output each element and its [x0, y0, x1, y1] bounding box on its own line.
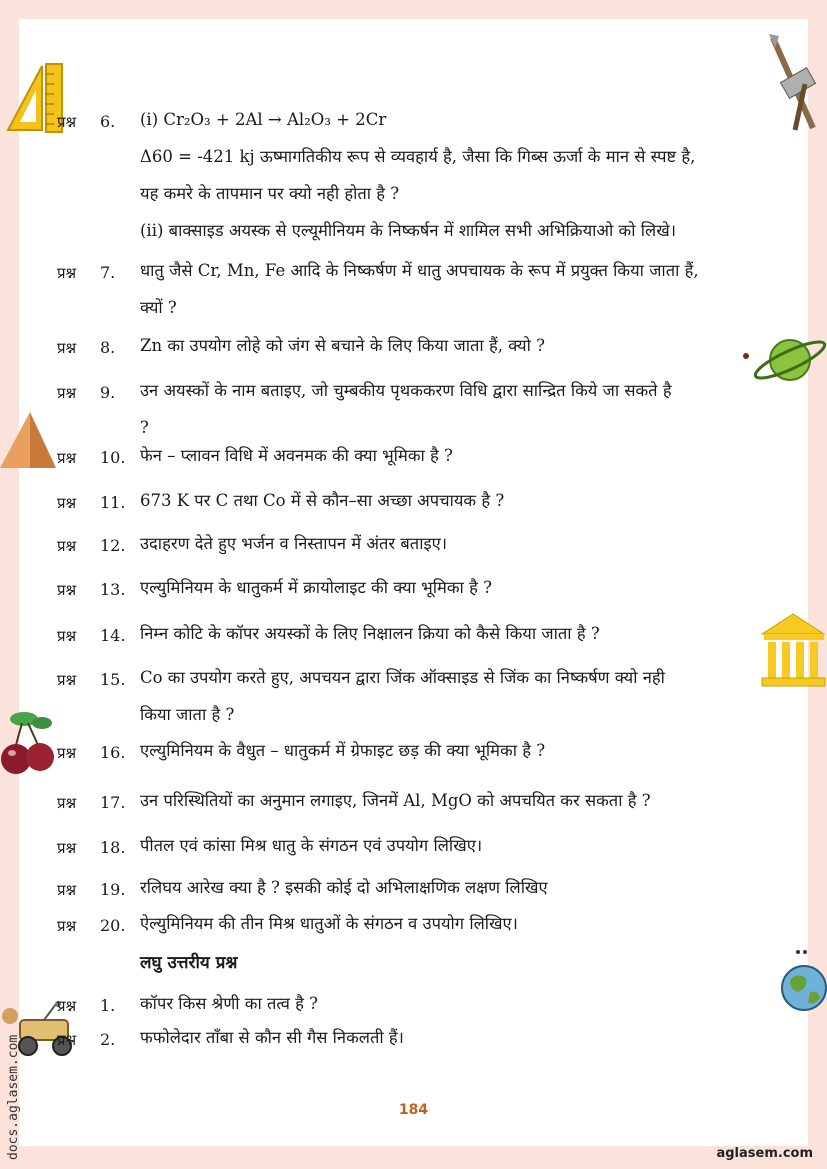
question-number: 12. [100, 536, 126, 555]
question-number: 15. [100, 670, 126, 689]
question-text-line: रलिघय आरेख क्या है ? इसकी कोई दो अभिलाक्षणिक लक्षण लिखिए [140, 878, 548, 897]
question-text-line: Δ60 = -421 kj ऊष्मागतिकीय रूप से व्यवहार्य है, जैसा कि गिब्स ऊर्जा के मान से स्पष्ट है, [140, 147, 696, 166]
question-number: 9. [100, 383, 116, 402]
question-number: 10. [100, 448, 126, 467]
pyramid-icon [0, 410, 58, 470]
question-label: प्रश्न [57, 113, 77, 131]
question-number: 19. [100, 880, 126, 899]
question-text-line: कॉपर किस श्रेणी का तत्व है ? [140, 994, 319, 1013]
question-text-line: फेन – प्लावन विधि में अवनमक की क्या भूमिका है ? [140, 446, 453, 465]
question-label: प्रश्न [57, 997, 77, 1015]
question-label: प्रश्न [57, 384, 77, 402]
question-text-line: Zn का उपयोग लोहे को जंग से बचाने के लिए किया जाता हैं, क्यो ? [140, 336, 545, 355]
question-label: प्रश्न [57, 917, 77, 935]
question-number: 11. [100, 493, 126, 512]
page-number: 184 [398, 1102, 429, 1118]
question-label: प्रश्न [57, 671, 77, 689]
question-number: 8. [100, 338, 116, 357]
question-text-line: उन अयस्कों के नाम बताइए, जो चुम्बकीय पृथककरण विधि द्वारा सान्द्रित किये जा सकते है [140, 381, 672, 400]
question-label: प्रश्न [57, 449, 77, 467]
question-label: प्रश्न [57, 839, 77, 857]
question-label: प्रश्न [57, 627, 77, 645]
question-number: 20. [100, 916, 126, 935]
watermark-text: docs.aglasem.com [6, 1034, 21, 1160]
question-text-line: एल्युमिनियम के वैधुत – धातुकर्म में ग्रेफाइट छड़ की क्या भूमिका है ? [140, 741, 546, 760]
question-number: 2. [100, 1030, 116, 1049]
question-text-line: धातु जैसे Cr, Mn, Fe आदि के निष्कर्षण में धातु अपचायक के रूप में प्रयुक्त किया जाता हैं, [140, 261, 699, 280]
question-number: 14. [100, 626, 126, 645]
question-number: 13. [100, 580, 126, 599]
question-number: 17. [100, 793, 126, 812]
question-text-line: किया जाता है ? [140, 705, 235, 724]
question-text-line: (ii) बाक्साइड अयस्क से एल्यूमीनियम के निष्कर्षन में शामिल सभी अभिक्रियाओ को लिखे। [140, 221, 676, 240]
question-text-line: ऐल्युमिनियम की तीन मिश्र धातुओं के संगठन व उपयोग लिखिए। [140, 914, 518, 933]
question-text-line: फफोलेदार ताँबा से कौन सी गैस निकलती हैं। [140, 1028, 404, 1047]
section-heading: लघु उत्तरीय प्रश्न [140, 953, 238, 973]
question-number: 7. [100, 263, 116, 282]
question-text-line: एल्युमिनियम के धातुकर्म में क्रायोलाइट की क्या भूमिका है ? [140, 578, 492, 597]
question-label: प्रश्न [57, 794, 77, 812]
question-label: प्रश्न [57, 264, 77, 282]
question-text-line: उदाहरण देते हुए भर्जन व निस्तापन में अंतर बताइए। [140, 534, 447, 553]
footer-site-name: aglasem.com [716, 1146, 813, 1161]
question-text-line: क्यों ? [140, 298, 177, 317]
question-label: प्रश्न [57, 494, 77, 512]
question-text-line: उन परिस्थितियों का अनुमान लगाइए, जिनमें Al, MgO को अपचयित कर सकता है ? [140, 791, 651, 810]
question-number: 1. [100, 996, 116, 1015]
question-text-line: ? [140, 418, 149, 437]
question-label: प्रश्न [57, 339, 77, 357]
question-text-line: पीतल एवं कांसा मिश्र धातु के संगठन एवं उपयोग लिखिए। [140, 836, 483, 855]
question-text-line: 673 K पर C तथा Co में से कौन–सा अच्छा अपचायक है ? [140, 491, 505, 510]
question-label: प्रश्न [57, 537, 77, 555]
question-number: 18. [100, 838, 126, 857]
question-label: प्रश्न [57, 581, 77, 599]
question-label: प्रश्न [57, 881, 77, 899]
cherries-icon [0, 705, 60, 780]
question-label: प्रश्न [57, 1031, 77, 1049]
question-label: प्रश्न [57, 744, 77, 762]
question-text-line: निम्न कोटि के कॉपर अयस्कों के लिए निक्षालन क्रिया को कैसे किया जाता है ? [140, 624, 600, 643]
question-text-line: (i) Cr₂O₃ + 2Al → Al₂O₃ + 2Cr [140, 110, 387, 129]
question-text-line: यह कमरे के तापमान पर क्यो नही होता है ? [140, 184, 400, 203]
question-number: 16. [100, 743, 126, 762]
question-number: 6. [100, 112, 116, 131]
question-text-line: Co का उपयोग करते हुए, अपचयन द्वारा जिंक ऑक्साइड से जिंक का निष्कर्षण क्यो नही [140, 668, 665, 687]
